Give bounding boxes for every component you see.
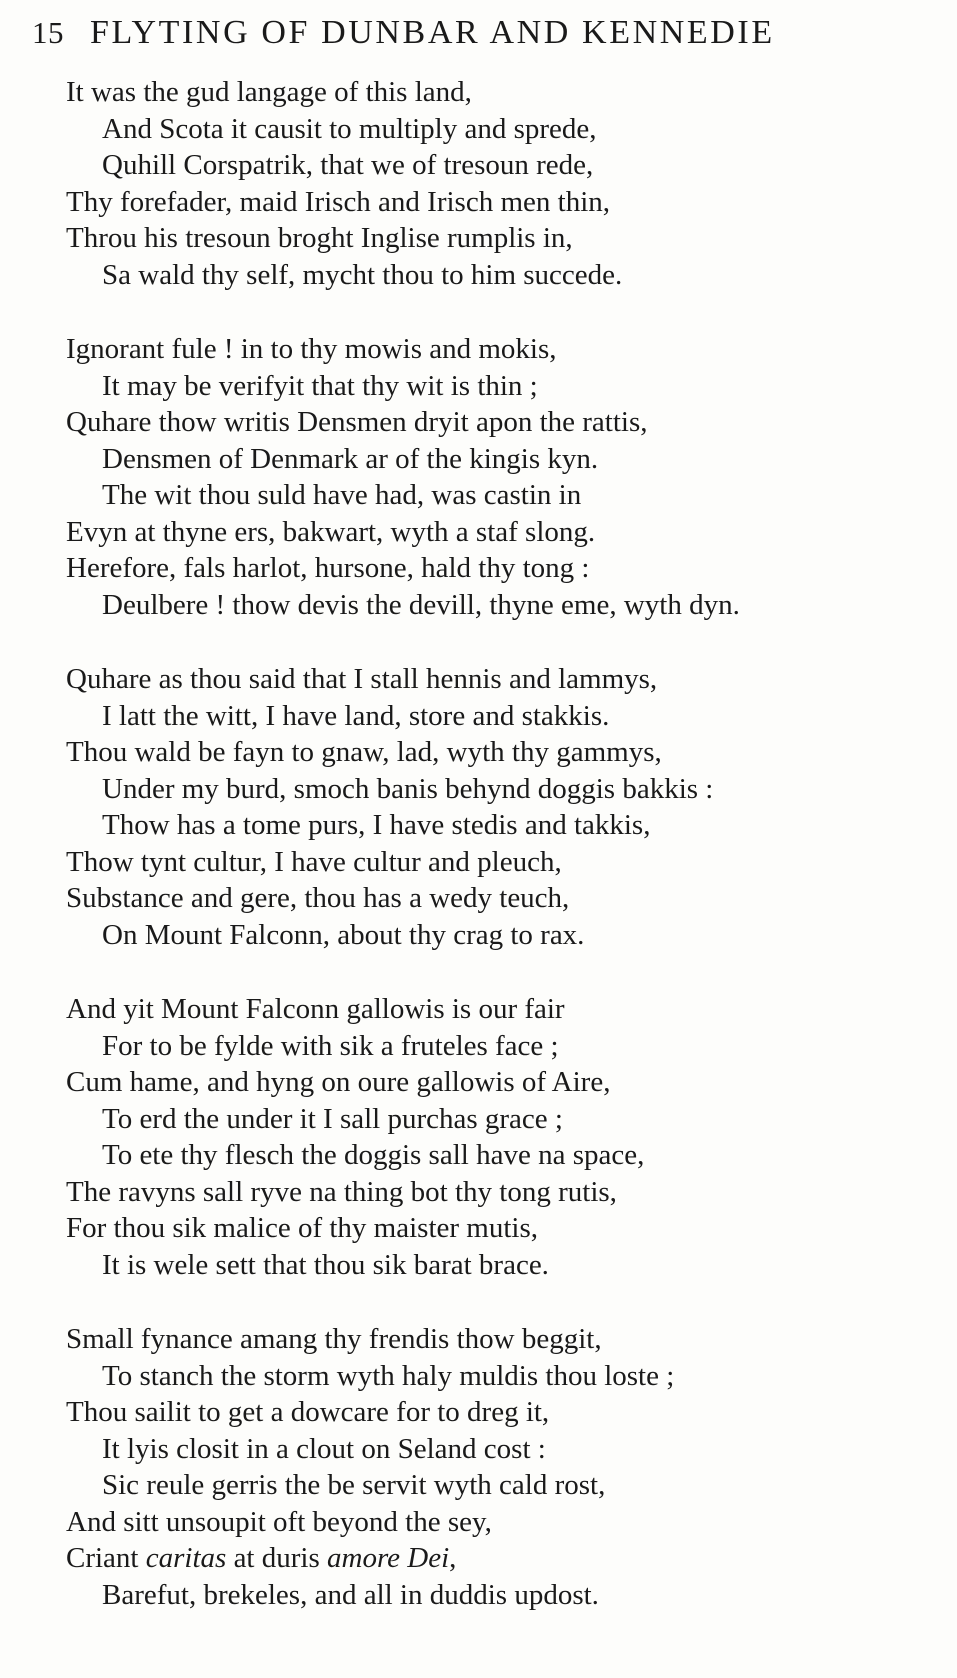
poem-line: Cum hame, and hyng on oure gallowis of Aire,	[66, 1066, 611, 1098]
poem-line: To ete thy flesch the doggis sall have na space,	[102, 1139, 645, 1171]
stanza	[66, 74, 946, 293]
poem-line: Thy forefader, maid Irisch and Irisch men thin,	[66, 185, 611, 218]
poem-line: Quhare thow writis Densmen dryit apon the rattis,	[66, 406, 648, 438]
italic-phrase: caritas	[145, 1542, 227, 1574]
stanza	[66, 991, 946, 1283]
poem-line: Thow has a tome purs, I have stedis and takkis,	[102, 809, 651, 841]
poem-line: Thou sailit to get a dowcare for to dreg it,	[66, 1396, 550, 1428]
line-segment: at duris	[226, 1542, 327, 1574]
poem-line: For thou sik malice of thy maister mutis,	[66, 1212, 539, 1244]
poem-line: It may be verifyit that thy wit is thin ;	[102, 369, 538, 402]
poem-line: It lyis closit in a clout on Seland cost :	[102, 1432, 546, 1465]
poem-line: Quhare as thou said that I stall hennis and lammys,	[66, 663, 658, 695]
poem-line: It was the gud langage of this land,	[66, 76, 472, 108]
poem-line: Deulbere ! thow devis the devill, thyne eme, wyth dyn.	[102, 588, 740, 621]
poem-line: On Mount Falconn, about thy crag to rax.	[102, 918, 585, 951]
poem-line: And yit Mount Falconn gallowis is our fair	[66, 993, 565, 1025]
poem-line: It is wele sett that thou sik barat brace.	[102, 1248, 549, 1281]
poem-line: Throu his tresoun broght Inglise rumplis in,	[66, 222, 573, 254]
poem-line: Thow tynt cultur, I have cultur and pleuch,	[66, 845, 562, 878]
poem-line: Substance and gere, thou has a wedy teuch,	[66, 882, 570, 914]
poem-line: Thou wald be fayn to gnaw, lad, wyth thy gammys,	[66, 736, 662, 768]
page-number: 15	[32, 15, 64, 50]
line-segment: Criant	[66, 1542, 146, 1574]
poem-line: Densmen of Denmark ar of the kingis kyn.	[102, 442, 599, 475]
poem-line: I latt the witt, I have land, store and stakkis.	[102, 699, 610, 732]
poem-line: Sic reule gerris the be servit wyth cald rost,	[102, 1469, 606, 1501]
poem-line: And sitt unsoupit oft beyond the sey,	[66, 1505, 492, 1538]
line-segment: ,	[449, 1542, 457, 1574]
stanza	[66, 661, 946, 953]
italic-phrase: amore Dei	[327, 1542, 450, 1574]
poem-body	[66, 74, 946, 1651]
stanza	[66, 1321, 946, 1613]
poem-line	[66, 1540, 946, 1577]
running-title: FLYTING OF DUNBAR AND KENNEDIE	[90, 14, 775, 51]
poem-line: Sa wald thy self, mycht thou to him succede.	[102, 258, 623, 291]
poem-line: The wit thou suld have had, was castin in	[102, 479, 582, 511]
poem-line: Evyn at thyne ers, bakwart, wyth a staf slong.	[66, 515, 596, 548]
poem-line: Quhill Corspatrik, that we of tresoun rede,	[102, 149, 594, 181]
poem-line: To erd the under it I sall purchas grace ;	[102, 1102, 563, 1135]
poem-line: Small fynance amang thy frendis thow beggit,	[66, 1323, 602, 1355]
poem-line: To stanch the storm wyth haly muldis thou loste ;	[102, 1359, 675, 1392]
poem-line: Herefore, fals harlot, hursone, hald thy tong :	[66, 552, 590, 584]
stanza	[66, 331, 946, 623]
poem-line: And Scota it causit to multiply and sprede,	[102, 112, 597, 145]
poem-line: Barefut, brekeles, and all in duddis updost.	[102, 1578, 599, 1611]
page-header	[32, 14, 775, 62]
poem-line: For to be fylde with sik a fruteles face ;	[102, 1029, 559, 1062]
poem-line: The ravyns sall ryve na thing bot thy tong rutis,	[66, 1175, 617, 1208]
poem-line: Under my burd, smoch banis behynd doggis bakkis :	[102, 772, 714, 805]
poem-line: Ignorant fule ! in to thy mowis and mokis,	[66, 333, 557, 365]
